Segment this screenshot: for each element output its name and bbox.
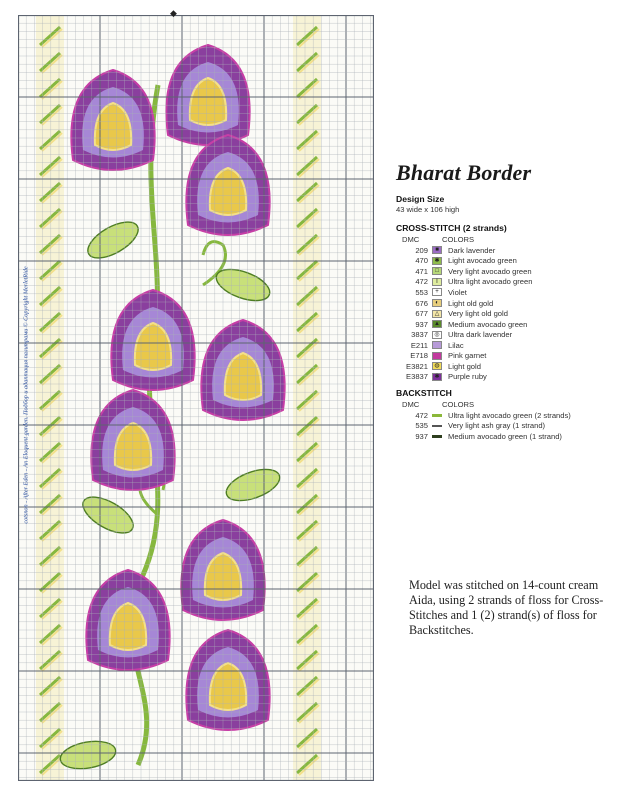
colors-column-header: COLORS: [442, 235, 475, 244]
chart-caption-text: cotsnon - After Eden - An Eloquent garden. Подбор и адаптация палитрами © Copyright MerletRide: [22, 266, 30, 524]
cross-stitch-key-row: [396, 287, 611, 298]
key-dmc-number: 470: [415, 256, 428, 266]
key-dmc-number: 535: [415, 421, 428, 431]
backstitch-key: [396, 410, 611, 442]
key-symbol-swatch: ✱: [432, 373, 442, 381]
key-panel: [396, 160, 611, 442]
key-color-name: Pink garnet: [448, 351, 487, 361]
cross-stitch-chart: [18, 8, 374, 781]
key-symbol-swatch: △: [432, 310, 442, 318]
cross-stitch-key-row: [396, 350, 611, 361]
cross-stitch-key-row: [396, 361, 611, 372]
backstitch-line-swatch: [432, 414, 442, 416]
key-color-name: Medium avocado green: [448, 319, 528, 329]
key-color-name: Lilac: [448, 340, 464, 350]
cross-stitch-key-row: [396, 308, 611, 319]
bs-dmc-column-header: DMC: [402, 400, 420, 410]
key-color-name: Very light ash gray (1 strand): [448, 421, 546, 431]
key-color-name: Light gold: [448, 361, 481, 371]
cross-stitch-columns: [402, 235, 611, 244]
key-dmc-number: 209: [415, 245, 428, 255]
bs-colors-column-header: COLORS: [442, 400, 475, 410]
key-color-name: Ultra light avocado green: [448, 277, 533, 287]
key-dmc-number: 553: [415, 287, 428, 297]
cross-stitch-key-row: [396, 266, 611, 277]
design-size-heading: Design Size: [396, 194, 445, 204]
cross-stitch-key: [396, 245, 611, 382]
key-color-name: Ultra dark lavender: [448, 330, 513, 340]
backstitch-line-swatch: [432, 435, 442, 437]
key-color-name: Violet: [448, 287, 467, 297]
backstitch-heading: BACKSTITCH: [396, 388, 452, 399]
cross-stitch-key-row: [396, 372, 611, 383]
key-dmc-number: 472: [415, 277, 428, 287]
backstitch-key-row: [396, 431, 611, 442]
key-symbol-swatch: [432, 341, 442, 349]
key-dmc-number: 472: [415, 410, 428, 420]
dmc-column-header: DMC: [402, 235, 420, 244]
pattern-title: Bharat Border: [396, 160, 532, 185]
cross-stitch-key-row: [396, 329, 611, 340]
chart-copyright-caption: [19, 215, 33, 575]
key-dmc-number: 676: [415, 298, 428, 308]
cross-stitch-key-row: [396, 277, 611, 288]
key-dmc-number: 677: [415, 309, 428, 319]
key-dmc-number: E211: [410, 340, 428, 350]
backstitch-key-row: [396, 410, 611, 421]
backstitch-line-swatch: [432, 425, 442, 427]
key-symbol-swatch: ◍: [432, 362, 442, 370]
cross-stitch-key-row: [396, 319, 611, 330]
key-color-name: Dark lavender: [448, 245, 496, 255]
design-size-value: 43 wide x 106 high: [396, 205, 460, 214]
key-symbol-swatch: [432, 352, 442, 360]
key-dmc-number: 471: [415, 266, 428, 276]
backstitch-columns: [402, 400, 611, 409]
key-color-name: Medium avocado green (1 strand): [448, 431, 562, 441]
cross-stitch-key-row: [396, 298, 611, 309]
key-color-name: Very light old gold: [448, 309, 508, 319]
pattern-grid: [18, 15, 374, 781]
key-color-name: Very light avocado green: [448, 266, 532, 276]
key-color-name: Purple ruby: [448, 372, 487, 382]
key-dmc-number: E3837: [406, 372, 428, 382]
key-symbol-swatch: ■: [432, 246, 442, 254]
key-symbol-swatch: □: [432, 267, 442, 275]
key-color-name: Light old gold: [448, 298, 494, 308]
key-symbol-swatch: I: [432, 278, 442, 286]
model-note: Model was stitched on 14-count cream Aida, using 2 strands of floss for Cross-Stitches and 1 (2) strand(s) of floss for Backstitches.: [409, 578, 604, 637]
backstitch-key-row: [396, 421, 611, 432]
key-color-name: Light avocado green: [448, 256, 517, 266]
key-symbol-swatch: ◎: [432, 331, 442, 339]
cross-stitch-key-row: [396, 245, 611, 256]
cross-stitch-key-row: [396, 256, 611, 267]
cross-stitch-heading: CROSS-STITCH (2 strands): [396, 223, 507, 233]
key-symbol-swatch: +: [432, 288, 442, 296]
key-symbol-swatch: ◐: [432, 299, 442, 307]
key-color-name: Ultra light avocado green (2 strands): [448, 410, 571, 420]
key-dmc-number: 937: [415, 431, 428, 441]
cross-stitch-key-row: [396, 340, 611, 351]
key-symbol-swatch: ▲: [432, 320, 442, 328]
key-dmc-number: E3821: [406, 361, 428, 371]
center-marker-top: ◆: [170, 8, 177, 18]
key-dmc-number: 3837: [411, 330, 428, 340]
key-symbol-swatch: ✱: [432, 257, 442, 265]
key-dmc-number: 937: [415, 319, 428, 329]
key-dmc-number: E718: [410, 351, 428, 361]
